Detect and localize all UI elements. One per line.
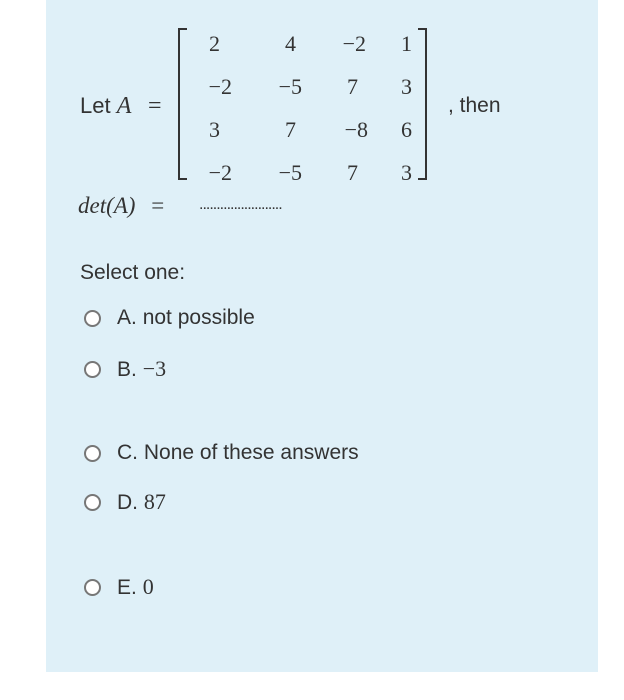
matrix-cell-r2c3: 7 bbox=[347, 74, 358, 99]
matrix-cell-r2c4: 3 bbox=[401, 74, 412, 99]
option-text: None of these answers bbox=[143, 441, 359, 464]
option-letter: B. bbox=[117, 358, 143, 381]
matrix-cell-r2c1: −2 bbox=[208, 74, 232, 99]
option-b-label[interactable] bbox=[117, 356, 166, 382]
option-b[interactable] bbox=[84, 356, 166, 382]
matrix-cell-r3c2: 7 bbox=[285, 117, 296, 142]
matrix-cell-r2c2: −5 bbox=[278, 74, 302, 99]
matrix-cell-r1c1: 2 bbox=[209, 31, 220, 56]
option-letter: A. bbox=[117, 306, 143, 329]
option-letter: C. bbox=[117, 441, 144, 464]
matrix-right-bracket bbox=[418, 28, 427, 180]
answer-blank: ........................ bbox=[199, 196, 282, 213]
matrix-cell-r1c2: 4 bbox=[285, 31, 296, 56]
det-equals: = bbox=[151, 193, 165, 218]
det-expression bbox=[78, 193, 164, 219]
option-letter: D. bbox=[117, 491, 144, 514]
let-prefix: Let bbox=[80, 93, 117, 118]
option-text: −3 bbox=[142, 356, 167, 381]
then-text: , then bbox=[448, 94, 501, 117]
option-letter: E. bbox=[117, 576, 143, 599]
select-one-label: Select one: bbox=[80, 261, 186, 284]
matrix-name: A bbox=[116, 93, 132, 119]
option-d-label[interactable] bbox=[117, 489, 166, 515]
option-text: not possible bbox=[142, 306, 255, 329]
radio-button-icon[interactable] bbox=[84, 310, 101, 327]
option-a-label[interactable] bbox=[117, 306, 255, 330]
radio-button-icon[interactable] bbox=[84, 579, 101, 596]
option-c-label[interactable] bbox=[117, 441, 359, 465]
matrix-cell-r4c2: −5 bbox=[278, 160, 302, 185]
radio-button-icon[interactable] bbox=[84, 445, 101, 462]
matrix-cell-r1c4: 1 bbox=[401, 31, 412, 56]
matrix-cell-r4c4: 3 bbox=[401, 160, 412, 185]
matrix-cell-r1c3: −2 bbox=[342, 31, 366, 56]
det-label: det(A) bbox=[78, 193, 136, 218]
matrix-cell-r4c1: −2 bbox=[208, 160, 232, 185]
option-text: 0 bbox=[142, 574, 154, 599]
matrix-cell-r3c4: 6 bbox=[401, 117, 412, 142]
option-a[interactable] bbox=[84, 306, 255, 330]
option-c[interactable] bbox=[84, 441, 359, 465]
matrix-cell-r4c3: 7 bbox=[347, 160, 358, 185]
matrix-cell-r3c1: 3 bbox=[209, 117, 220, 142]
option-text: 87 bbox=[143, 489, 166, 514]
let-label bbox=[80, 93, 131, 120]
radio-button-icon[interactable] bbox=[84, 361, 101, 378]
option-e[interactable] bbox=[84, 574, 154, 600]
equals-sign: = bbox=[148, 93, 162, 119]
option-e-label[interactable] bbox=[117, 574, 154, 600]
option-d[interactable] bbox=[84, 489, 166, 515]
radio-button-icon[interactable] bbox=[84, 494, 101, 511]
matrix-cell-r3c3: −8 bbox=[344, 117, 368, 142]
